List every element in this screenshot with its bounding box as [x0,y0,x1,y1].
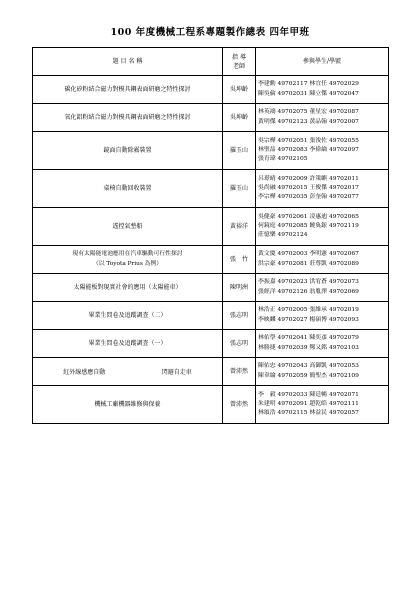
topic-text: 太陽能板對現實社會的應用（太陽能車） [73,284,182,291]
advisor-cell: 黃裕洋 [223,208,256,246]
student-line: 張育瑋 49702105 [258,156,308,163]
header-advisor-line1: 指 導 [232,53,246,61]
student-line: 吳尚融 49702015 王俊傑 49702017 [258,184,359,191]
student-line: 洪宗豪 49702081 莊尊凱 49702089 [258,260,359,267]
advisor-cell: 張志明 [223,330,256,358]
advisor-cell: 羅玉山 [223,170,256,208]
table-row [33,274,389,302]
topic-cell [33,330,223,358]
topic-text: 機械工廠機器維修與保養 [94,401,161,408]
table-row [33,246,389,274]
header-advisor [223,48,256,76]
topic-cell [33,132,223,170]
advisor-cell: 張 竹 [223,246,256,274]
student-line: 黃文慶 49702003 李明憲 49702067 [258,251,359,258]
topic-text: 閃避自走車 [161,369,192,376]
topic-text: 氧化鋁粉結合磁力對模具鋼表面研磨之特性探討 [64,114,191,121]
table-row [33,208,389,246]
student-line: 李宗樺 49702035 彭奎翰 49702077 [258,194,359,201]
students-cell [256,274,389,302]
table-row [33,104,389,132]
topic-text: 現有太陽能電池應用在汽車驅動可行性探討 [72,251,183,257]
student-line: 李映麟 49702027 楊碩博 49702093 [258,316,359,323]
student-line: 黃明傑 49702123 黃品翰 49702007 [258,118,359,125]
topic-cell [33,274,223,302]
table-row [33,132,389,170]
students-cell [256,358,389,386]
advisor-cell: 曾沛然 [223,358,256,386]
topic-cell [33,358,223,386]
advisor-cell: 吳坤齡 [223,104,256,132]
student-line: 林佑學 49702041 陳奕彥 49702079 [258,335,359,342]
student-line: 吳宗樺 49702051 張浚佐 49702055 [258,137,359,144]
topic-cell [33,170,223,208]
advisor-cell: 曾沛然 [223,386,256,424]
table-row [33,170,389,208]
table-row [33,330,389,358]
topic-cell [33,386,223,424]
document-title: 100 年度機械工程系專題製作總表 四年甲班 [110,27,310,38]
student-line: 陳佑忠 49702043 高御凱 49702053 [258,363,359,370]
student-line: 呂璟晴 49702009 許策麒 49702011 [258,175,359,182]
student-line: 李振嘉 49702023 洪宥蒼 49702073 [258,279,359,286]
table-header-row [33,48,389,76]
student-line: 李建勳 49702117 林宜任 49702029 [258,81,359,88]
student-line: 莊憶樂 49702124 [258,232,308,239]
student-line: 林聖喆 49702083 李偉綸 49702097 [258,146,359,153]
students-cell [256,208,389,246]
topic-cell [33,104,223,132]
topic-text: 碳化矽粉結合磁力對模具鋼表面研磨之特性探討 [64,86,191,93]
table-row [33,386,389,424]
student-line: 林頌浩 49702115 林益民 49702057 [258,410,359,417]
students-cell [256,170,389,208]
student-line: 吳健豪 49702061 凌惠迪 49702065 [258,213,359,220]
students-cell [256,302,389,330]
student-line: 張經洋 49702126 翁胤澤 49702069 [258,288,359,295]
project-table [32,47,389,424]
topic-text: 鏡面自動除霧裝置 [103,147,152,154]
table-row [33,358,389,386]
topic-cell [33,208,223,246]
student-line: 陳韋綸 49702059 簡聖杰 49702109 [258,372,359,379]
student-line: 李 毅 49702033 陳廷暢 49702071 [258,391,359,398]
student-line: 林英鴻 49702075 董星宏 49702087 [258,109,359,116]
header-advisor-line2: 老師 [232,62,245,70]
table-row [33,76,389,104]
topic-text: 桌椅自動回收裝置 [103,185,152,192]
topic-text: 畢業生問卷及追蹤調查（一） [88,340,167,347]
topic-text: 紅外線感應自動 [63,369,106,376]
topic-cell [33,302,223,330]
header-students: 參與學生/學號 [256,48,389,76]
students-cell [256,76,389,104]
student-line: 林浩正 49702005 張維承 49702019 [258,307,359,314]
advisor-cell: 吳坤齡 [223,76,256,104]
students-cell [256,132,389,170]
advisor-cell: 羅玉山 [223,132,256,170]
student-line: 朱建明 49702091 趙乾皓 49702111 [258,400,359,407]
topic-text: 畢業生問卷及追蹤調查（二） [88,312,167,319]
student-line: 陳吳倫 49702031 陳立傑 49702047 [258,90,359,97]
topic-text: 遙控氣墊船 [112,223,143,230]
advisor-cell: 陳明洲 [223,274,256,302]
header-topic: 題 目 名 稱 [33,48,223,76]
students-cell [256,104,389,132]
advisor-cell: 張志明 [223,302,256,330]
topic-cell [33,246,223,274]
topic-cell [33,76,223,104]
students-cell [256,246,389,274]
student-line: 何鏡庭 49702085 饒奐鋐 49702119 [258,222,359,229]
table-row [33,302,389,330]
topic-text: （以 Toyota Prius 為例） [92,260,163,267]
students-cell [256,330,389,358]
student-line: 林勝捷 49702039 鄭又銘 49702103 [258,344,359,351]
students-cell [256,386,389,424]
